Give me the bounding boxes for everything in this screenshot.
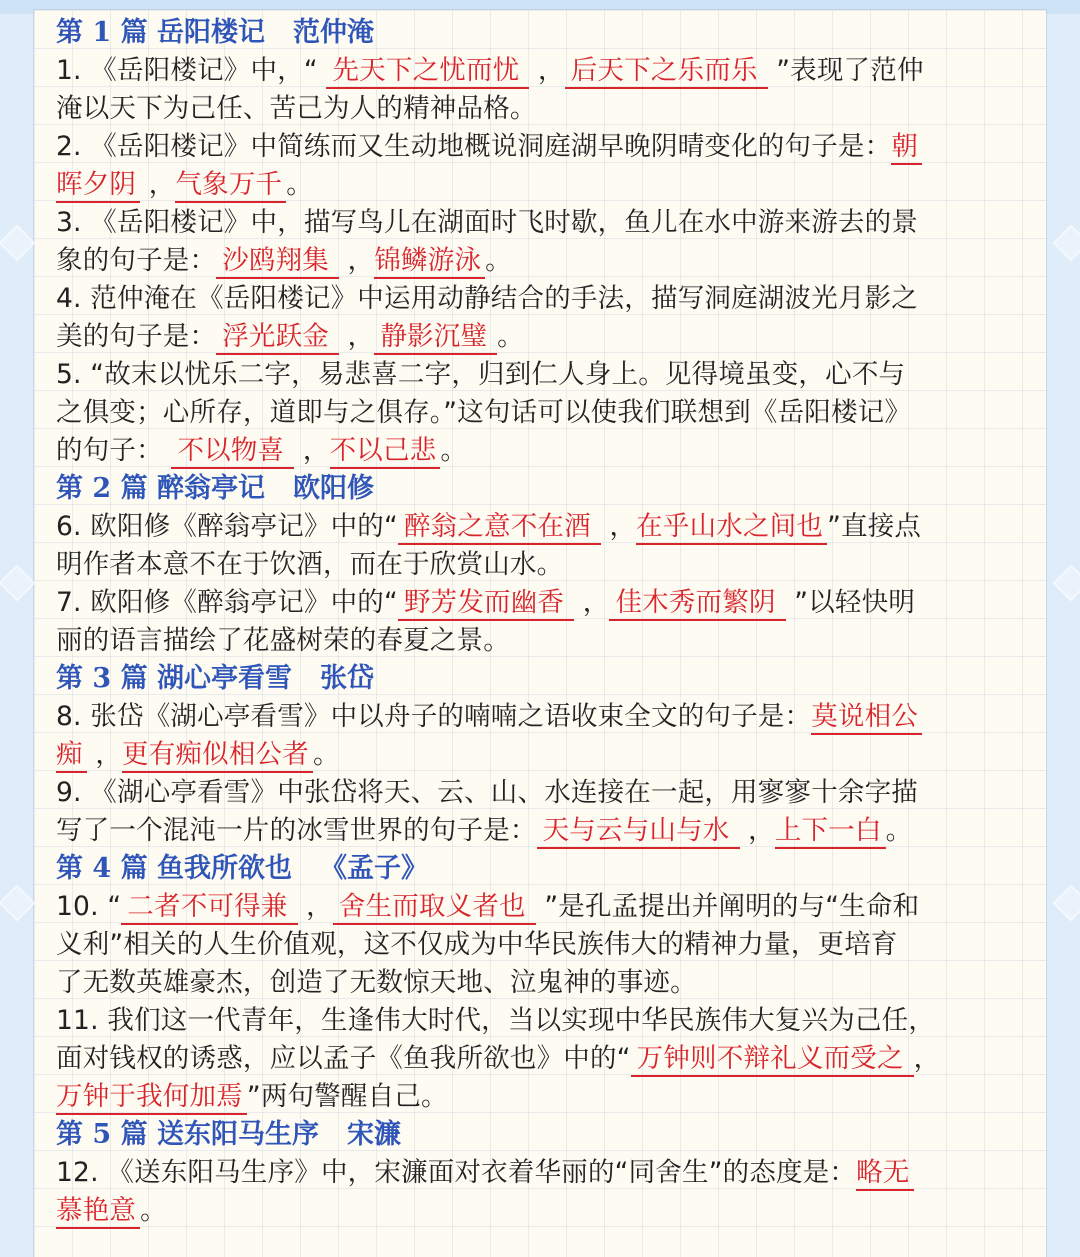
- worksheet-content: [56, 14, 1020, 1230]
- answer-blank: 气象万千: [175, 169, 286, 203]
- question-text: ”以轻快明: [785, 587, 916, 618]
- question-text: 。: [885, 815, 913, 846]
- question-text: 4. 范仲淹在《岳阳楼记》中运用动静结合的手法，描写洞庭湖波光月影之: [56, 283, 919, 314]
- question-line: [56, 736, 1020, 774]
- question-text: ，: [739, 815, 775, 846]
- question-text: 7. 欧阳修《醉翁亭记》中的“: [56, 587, 398, 618]
- answer-blank: 晖夕阴: [56, 169, 140, 203]
- question-text: 5. “故末以忧乐二字，易悲喜二字，归到仁人身上。见得境虽变，心不与: [56, 359, 906, 390]
- question-text: 2. 《岳阳楼记》中简练而又生动地概说洞庭湖早晚阴晴变化的句子是：: [56, 131, 892, 162]
- answer-blank: 不以己悲: [330, 435, 441, 469]
- section-author: 欧阳修: [293, 473, 374, 504]
- question-text: 。: [440, 435, 468, 466]
- question-text: 12. 《送东阳马生序》中，宋濂面对衣着华丽的“同舍生”的态度是：: [56, 1157, 857, 1188]
- question-text: 义利”相关的人生价值观，这不仅成为中华民族伟大的精神力量，更培育: [56, 929, 898, 960]
- section-title: 第 5 篇 送东阳马生序: [56, 1119, 319, 1150]
- question-line: [56, 242, 1020, 280]
- question-item: [56, 52, 1020, 128]
- question-text: ”表现了范仲: [767, 55, 924, 86]
- question-line: [56, 52, 1020, 90]
- section-title: 第 4 篇 鱼我所欲也: [56, 853, 292, 884]
- section-author: 《孟子》: [320, 853, 428, 884]
- question-text: 淹以天下为己任、苦己为人的精神品格。: [56, 93, 537, 124]
- answer-blank: 慕艳意: [56, 1195, 140, 1229]
- section-heading: [56, 1116, 1020, 1154]
- question-text: 6. 欧阳修《醉翁亭记》中的“: [56, 511, 398, 542]
- question-text: ，: [913, 1043, 941, 1074]
- question-text: ，: [339, 321, 375, 352]
- question-text: 。: [286, 169, 313, 200]
- answer-blank: 后天下之乐而乐: [565, 55, 768, 89]
- question-text: ，: [600, 511, 637, 542]
- decor-diamond: [0, 885, 35, 922]
- question-text: 的句子：: [56, 435, 172, 466]
- question-line: [56, 698, 1020, 736]
- question-text: ，: [294, 435, 330, 466]
- question-text: 9. 《湖心亭看雪》中张岱将天、云、山、水连接在一起，用寥寥十余字描: [56, 777, 919, 808]
- answer-blank: 痴: [56, 739, 87, 773]
- question-item: [56, 888, 1020, 1002]
- section-heading: [56, 660, 1020, 698]
- question-line: [56, 1192, 1020, 1230]
- decor-diamond: [1053, 225, 1080, 262]
- question-line: [56, 584, 1020, 622]
- question-line: [56, 394, 1020, 432]
- question-text: ，: [297, 891, 333, 922]
- question-line: [56, 812, 1020, 850]
- question-item: [56, 356, 1020, 470]
- answer-blank: 二者不可得兼: [121, 891, 297, 925]
- section-title: 第 2 篇 醉翁亭记: [56, 473, 265, 504]
- answer-blank: 万钟于我何加焉: [56, 1081, 247, 1115]
- question-text: ，: [529, 55, 565, 86]
- answer-blank: 莫说相公: [811, 701, 922, 735]
- answer-blank: 先天下之忧而忧: [326, 55, 529, 89]
- answer-blank: 舍生而取义者也: [333, 891, 536, 925]
- section-heading: [56, 14, 1020, 52]
- section-author: 宋濂: [347, 1119, 401, 1150]
- answer-blank: 沙鸥翔集: [216, 245, 339, 279]
- answer-blank: 万钟则不辩礼义而受之: [631, 1043, 914, 1077]
- question-line: [56, 964, 1020, 1002]
- decor-diamond: [1053, 565, 1080, 602]
- question-line: [56, 1154, 1020, 1192]
- answer-blank: 更有痴似相公者: [122, 739, 313, 773]
- question-text: ”是孔孟提出并阐明的与“生命和: [535, 891, 920, 922]
- question-text: 美的句子是：: [56, 321, 217, 352]
- question-text: 丽的语言描绘了花盛树荣的春夏之景。: [56, 625, 510, 656]
- section-author: 范仲淹: [293, 17, 374, 48]
- question-text: 了无数英雄豪杰，创造了无数惊天地、泣鬼神的事迹。: [56, 967, 697, 998]
- answer-blank: 朝: [891, 131, 922, 165]
- question-item: [56, 280, 1020, 356]
- question-text: ，: [86, 739, 123, 770]
- question-line: [56, 1002, 1020, 1040]
- question-line: [56, 926, 1020, 964]
- answer-blank: 天与云与山与水: [537, 815, 740, 849]
- question-item: [56, 204, 1020, 280]
- section-author: 张岱: [320, 663, 374, 694]
- question-text: ”两句警醒自己。: [246, 1081, 448, 1112]
- question-text: 。: [485, 245, 512, 276]
- question-text: 写了一个混沌一片的冰雪世界的句子是：: [56, 815, 537, 846]
- answer-blank: 浮光跃金: [216, 321, 339, 355]
- question-line: [56, 280, 1020, 318]
- question-text: 1. 《岳阳楼记》中，“: [56, 55, 327, 86]
- question-line: [56, 128, 1020, 166]
- question-text: 。: [497, 321, 524, 352]
- question-line: [56, 774, 1020, 812]
- question-line: [56, 166, 1020, 204]
- answer-blank: 在乎山水之间也: [636, 511, 827, 545]
- answer-blank: 略无: [856, 1157, 913, 1191]
- section-title: 第 1 篇 岳阳楼记: [56, 17, 265, 48]
- section-heading: [56, 850, 1020, 888]
- question-item: [56, 698, 1020, 774]
- question-item: [56, 508, 1020, 584]
- question-text: ，: [140, 169, 176, 200]
- answer-blank: 静影沉璧: [374, 321, 497, 355]
- question-text: ”直接点: [827, 511, 922, 542]
- question-item: [56, 1154, 1020, 1230]
- question-text: 8. 张岱《湖心亭看雪》中以舟子的喃喃之语收束全文的句子是：: [56, 701, 812, 732]
- question-line: [56, 90, 1020, 128]
- answer-blank: 不以物喜: [171, 435, 294, 469]
- question-line: [56, 356, 1020, 394]
- answer-blank: 佳木秀而繁阴: [609, 587, 785, 621]
- question-text: 。: [312, 739, 340, 770]
- question-item: [56, 128, 1020, 204]
- question-line: [56, 318, 1020, 356]
- answer-blank: 野芳发而幽香: [398, 587, 574, 621]
- question-text: 之俱变；心所存，道即与之俱存。”这句话可以使我们联想到《岳阳楼记》: [56, 397, 912, 428]
- question-line: [56, 546, 1020, 584]
- decor-diamond: [0, 565, 35, 602]
- question-text: 明作者本意不在于饮酒，而在于欣赏山水。: [56, 549, 564, 580]
- section-heading: [56, 470, 1020, 508]
- question-line: [56, 888, 1020, 926]
- question-line: [56, 432, 1020, 470]
- decor-diamond: [0, 225, 35, 262]
- question-line: [56, 1078, 1020, 1116]
- question-item: [56, 584, 1020, 660]
- decor-diamond: [1053, 885, 1080, 922]
- question-item: [56, 1002, 1020, 1116]
- question-text: 10. “: [56, 891, 122, 922]
- section-title: 第 3 篇 湖心亭看雪: [56, 663, 292, 694]
- question-line: [56, 204, 1020, 242]
- question-text: 3. 《岳阳楼记》中，描写鸟儿在湖面时飞时歇，鱼儿在水中游来游去的景: [56, 207, 919, 238]
- answer-blank: 锦鳞游泳: [374, 245, 485, 279]
- question-line: [56, 508, 1020, 546]
- question-item: [56, 774, 1020, 850]
- question-text: ，: [574, 587, 610, 618]
- question-text: 象的句子是：: [56, 245, 217, 276]
- answer-blank: 醉翁之意不在酒: [398, 511, 601, 545]
- answer-blank: 上下一白: [775, 815, 886, 849]
- question-line: [56, 622, 1020, 660]
- question-text: 。: [140, 1195, 167, 1226]
- question-text: 面对钱权的诱惑，应以孟子《鱼我所欲也》中的“: [56, 1043, 631, 1074]
- question-text: ，: [339, 245, 375, 276]
- question-text: 11. 我们这一代青年，生逢伟大时代，当以实现中华民族伟大复兴为己任，: [56, 1005, 936, 1036]
- question-line: [56, 1040, 1020, 1078]
